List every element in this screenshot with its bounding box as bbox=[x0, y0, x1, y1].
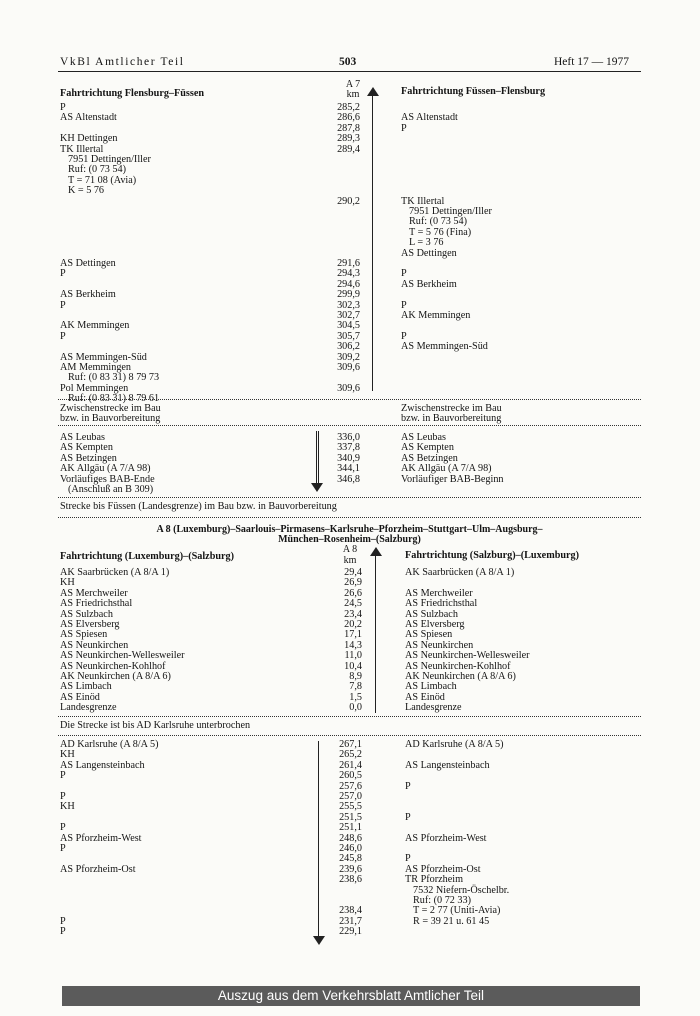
a7-km-value: 302,7 bbox=[337, 310, 360, 321]
a7-right-entry: AS Berkheim bbox=[401, 278, 457, 290]
a7-left-heading: Fahrtrichtung Flensburg–Füssen bbox=[60, 88, 205, 99]
a7-km-value: 304,5 bbox=[337, 320, 360, 332]
a8-right-entry: AS Pforzheim-Ost bbox=[405, 863, 481, 875]
a8-left-entry: AS Limbach bbox=[60, 681, 112, 693]
a7-right-entry: Vorläufiger BAB-Beginn bbox=[401, 473, 504, 485]
a8-km-value: 26,6 bbox=[344, 587, 362, 599]
a8-right-entry: P bbox=[405, 853, 411, 865]
a7-left-entry: T = 71 08 (Avia) bbox=[68, 174, 137, 186]
a7-right-entry: AK Memmingen bbox=[401, 310, 471, 321]
a8-km-value: 260,5 bbox=[339, 770, 362, 782]
a8-km-value: 261,4 bbox=[339, 759, 362, 771]
a7-left-entry: AS Memmingen-Süd bbox=[60, 351, 147, 363]
a7-km-value: 309,6 bbox=[337, 382, 360, 394]
a7-right-heading: Fahrtrichtung Füssen–Flensburg bbox=[401, 86, 546, 97]
a7-gap-right-line: bzw. in Bauvorbereitung bbox=[401, 413, 502, 425]
a7-left-entry: TK Illertal bbox=[60, 143, 104, 155]
a8-right-entry: AS Friedrichsthal bbox=[405, 598, 478, 610]
a8-km-value: 17,1 bbox=[344, 629, 362, 641]
a8-right-entry: AS Langensteinbach bbox=[405, 759, 490, 771]
a7-right-entry: P bbox=[401, 299, 407, 311]
a7-km-unit: km bbox=[346, 89, 360, 100]
a7-right-entry: AS Leubas bbox=[401, 432, 446, 443]
footer-banner: Auszug aus dem Verkehrsblatt Amtlicher Teil bbox=[62, 986, 640, 1006]
a7-left-entry: P bbox=[60, 268, 66, 280]
header-rule bbox=[58, 71, 641, 72]
a7-left-entry: AM Memmingen bbox=[60, 362, 132, 373]
a8-right-entry: AS Einöd bbox=[405, 691, 445, 703]
a7-km-value: 291,6 bbox=[337, 258, 360, 269]
a7-left-entry: AS Leubas bbox=[60, 432, 105, 443]
a8-left-entry: AK Saarbrücken (A 8/A 1) bbox=[60, 567, 170, 578]
a7-left-entry: K = 5 76 bbox=[68, 185, 105, 197]
a7-left-entry: AS Kempten bbox=[60, 442, 113, 454]
a8-km-value: 1,5 bbox=[349, 691, 362, 703]
a7-km-value: 289,3 bbox=[337, 133, 360, 145]
a8-left-entry: AS Friedrichsthal bbox=[60, 598, 133, 610]
a8-left-heading: Fahrtrichtung (Luxemburg)–(Salzburg) bbox=[60, 551, 235, 562]
a8-km-value: 265,2 bbox=[339, 749, 362, 761]
a8-km-value: 20,2 bbox=[344, 619, 362, 630]
a8-km-value: 238,6 bbox=[339, 874, 362, 886]
a8-left-entry: AD Karlsruhe (A 8/A 5) bbox=[60, 739, 159, 750]
a8-route-label: A 8 bbox=[342, 544, 358, 555]
a7-right-entry: AS Dettingen bbox=[401, 247, 457, 259]
a7-lower-line bbox=[318, 431, 319, 485]
a8-left-entry: AS Spiesen bbox=[60, 629, 108, 641]
a7-left-entry: AS Dettingen bbox=[60, 258, 116, 269]
a8-left-entry: AS Neunkirchen bbox=[60, 639, 129, 651]
a8-km-value: 29,4 bbox=[344, 567, 362, 578]
a7-right-entry: TK Illertal bbox=[401, 195, 445, 207]
a7-rule-2 bbox=[58, 425, 641, 426]
a8-km-value: 257,6 bbox=[339, 780, 362, 792]
a8-left-entry: KH bbox=[60, 749, 75, 761]
a7-km-value: 336,0 bbox=[337, 432, 360, 443]
a7-gap-right-line: Zwischenstrecke im Bau bbox=[401, 403, 502, 414]
a8-km-value: 0,0 bbox=[349, 702, 362, 714]
a8-lower-direction-line bbox=[318, 741, 319, 938]
a7-right-entry: AS Altenstadt bbox=[401, 112, 458, 124]
a7-right-entry: AK Allgäu (A 7/A 98) bbox=[401, 463, 492, 475]
a8-left-entry: P bbox=[60, 791, 66, 802]
a7-left-entry: Ruf: (0 83 31) 8 79 61 bbox=[68, 393, 160, 405]
a8-km-value: 239,6 bbox=[339, 863, 362, 875]
a7-km-value: 289,4 bbox=[337, 143, 360, 155]
a7-construction-note: Strecke bis Füssen (Landesgrenze) im Bau bzw. in Bauvorbereitung bbox=[60, 501, 337, 512]
a7-left-entry: KH Dettingen bbox=[60, 133, 118, 145]
a7-left-entry: Vorläufiges BAB-Ende bbox=[60, 473, 155, 485]
a8-right-entry: AS Merchweiler bbox=[405, 587, 473, 599]
a8-right-entry: AS Elversberg bbox=[405, 619, 465, 630]
a8-right-entry: Landesgrenze bbox=[405, 702, 462, 714]
a8-left-entry: P bbox=[60, 915, 66, 927]
a8-left-entry: AS Langensteinbach bbox=[60, 759, 145, 771]
a7-left-entry: AK Allgäu (A 7/A 98) bbox=[60, 463, 151, 475]
a8-km-value: 7,8 bbox=[349, 681, 362, 693]
a7-km-value: 294,3 bbox=[337, 268, 360, 280]
a7-km-value: 340,9 bbox=[337, 452, 360, 464]
a8-left-entry: P bbox=[60, 770, 66, 782]
a8-km-value: 245,8 bbox=[339, 853, 362, 865]
a8-km-value: 8,9 bbox=[349, 671, 362, 682]
a8-km-value: 11,0 bbox=[344, 650, 362, 662]
a8-right-entry: P bbox=[405, 780, 411, 792]
a8-km-value: 238,4 bbox=[339, 905, 362, 917]
a7-right-entry: P bbox=[401, 330, 407, 342]
a8-km-value: 26,9 bbox=[344, 577, 362, 589]
a7-left-entry: Pol Memmingen bbox=[60, 382, 129, 394]
a7-rule-3 bbox=[58, 497, 641, 498]
a8-right-entry: AK Neunkirchen (A 8/A 6) bbox=[405, 671, 516, 682]
a7-right-entry: 7951 Dettingen/Iller bbox=[409, 206, 492, 217]
a8-right-entry: T = 2 77 (Uniti-Avia) bbox=[413, 905, 501, 917]
a7-gap-left-line: Zwischenstrecke im Bau bbox=[60, 403, 161, 414]
a8-km-value: 23,4 bbox=[344, 608, 362, 620]
a8-left-entry: AS Elversberg bbox=[60, 619, 120, 630]
a8-left-entry: AS Einöd bbox=[60, 691, 100, 703]
page-number: 503 bbox=[339, 56, 357, 68]
a7-gap-left-line: bzw. in Bauvorbereitung bbox=[60, 413, 161, 425]
a7-km-value: 346,8 bbox=[337, 473, 360, 485]
a7-km-value: 302,3 bbox=[337, 299, 360, 311]
a8-right-entry: AS Neunkirchen-Kohlhof bbox=[405, 660, 511, 672]
a8-left-entry: AS Neunkirchen-Wellesweiler bbox=[60, 650, 185, 662]
a7-km-value: 305,7 bbox=[337, 330, 360, 342]
a8-km-value: 267,1 bbox=[339, 739, 362, 750]
a7-right-entry: L = 3 76 bbox=[409, 237, 444, 249]
a8-right-entry: AS Neunkirchen bbox=[405, 639, 474, 651]
a7-up-arrow-icon bbox=[367, 87, 379, 96]
a7-direction-line bbox=[372, 95, 373, 391]
a7-left-entry: AK Memmingen bbox=[60, 320, 130, 332]
a7-rule-4 bbox=[58, 517, 641, 518]
a7-km-value: 285,2 bbox=[337, 102, 360, 113]
a7-left-entry: P bbox=[60, 330, 66, 342]
a8-rule-1 bbox=[58, 716, 641, 717]
a7-left-entry: 7951 Dettingen/Iller bbox=[68, 154, 151, 165]
a7-right-entry: P bbox=[401, 268, 407, 280]
a7-left-entry: Ruf: (0 83 31) 8 79 73 bbox=[68, 372, 160, 384]
a8-left-entry: KH bbox=[60, 801, 75, 813]
a8-right-heading: Fahrtrichtung (Salzburg)–(Luxemburg) bbox=[405, 550, 580, 561]
a8-left-entry: P bbox=[60, 822, 66, 834]
a8-right-entry: TR Pforzheim bbox=[405, 874, 464, 886]
a8-left-entry: P bbox=[60, 843, 66, 854]
a8-title-line2: München–Rosenheim–(Salzburg) bbox=[278, 534, 421, 545]
a8-left-entry: P bbox=[60, 926, 66, 938]
a8-km-value: 229,1 bbox=[339, 926, 362, 938]
a8-km-value: 255,5 bbox=[339, 801, 362, 813]
a8-up-arrow-icon bbox=[370, 547, 382, 556]
a8-right-entry: AS Limbach bbox=[405, 681, 457, 693]
a8-right-entry: 7532 Niefern-Öschelbr. bbox=[413, 884, 510, 896]
a7-left-entry: AS Betzingen bbox=[60, 452, 117, 464]
a8-km-value: 10,4 bbox=[344, 660, 362, 672]
a7-right-entry: AS Memmingen-Süd bbox=[401, 341, 488, 353]
a7-right-entry: AS Kempten bbox=[401, 442, 454, 454]
a7-km-value: 290,2 bbox=[337, 195, 360, 207]
a7-left-entry: AS Altenstadt bbox=[60, 112, 117, 124]
a7-left-entry: P bbox=[60, 299, 66, 311]
a8-left-entry: KH bbox=[60, 577, 75, 589]
a7-rule-1 bbox=[58, 399, 641, 400]
a8-right-entry: AK Saarbrücken (A 8/A 1) bbox=[405, 567, 515, 578]
a8-rule-2 bbox=[58, 735, 641, 736]
a8-right-entry: Ruf: (0 72 33) bbox=[413, 895, 472, 906]
a7-km-value: 286,6 bbox=[337, 112, 360, 124]
a8-left-entry: Landesgrenze bbox=[60, 702, 117, 714]
a8-title-line1: A 8 (Luxemburg)–Saarlouis–Pirmasens–Karlsruhe–Pforzheim–Stuttgart–Ulm–Augsburg– bbox=[156, 524, 543, 535]
a8-right-entry: R = 39 21 u. 61 45 bbox=[413, 915, 490, 927]
a8-left-entry: AS Merchweiler bbox=[60, 587, 128, 599]
a7-km-value: 294,6 bbox=[337, 278, 360, 290]
a7-lower-direction-line bbox=[316, 431, 317, 485]
header-right: Heft 17 — 1977 bbox=[554, 56, 630, 68]
a8-km-value: 246,0 bbox=[339, 843, 362, 854]
a7-km-value: 337,8 bbox=[337, 442, 360, 454]
a8-km-value: 257,0 bbox=[339, 791, 362, 802]
a8-right-entry: AD Karlsruhe (A 8/A 5) bbox=[405, 739, 504, 750]
a8-direction-line bbox=[375, 555, 376, 713]
a8-left-entry: AK Neunkirchen (A 8/A 6) bbox=[60, 671, 171, 682]
a7-route-label: A 7 bbox=[345, 79, 361, 90]
a7-km-value: 309,6 bbox=[337, 362, 360, 373]
a7-km-value: 287,8 bbox=[337, 122, 360, 134]
a8-km-unit: km bbox=[343, 555, 357, 566]
a7-left-entry: Ruf: (0 73 54) bbox=[68, 164, 127, 176]
a8-right-entry: AS Neunkirchen-Wellesweiler bbox=[405, 650, 530, 662]
a8-km-value: 14,3 bbox=[344, 639, 362, 651]
a8-break-note: Die Strecke ist bis AD Karlsruhe unterbrochen bbox=[60, 720, 251, 731]
a8-right-entry: AS Sulzbach bbox=[405, 608, 458, 620]
a7-right-entry: P bbox=[401, 122, 407, 134]
a8-left-entry: AS Neunkirchen-Kohlhof bbox=[60, 660, 166, 672]
a8-right-entry: AS Spiesen bbox=[405, 629, 453, 641]
a7-km-value: 306,2 bbox=[337, 341, 360, 353]
header-left: VkBl Amtlicher Teil bbox=[60, 56, 185, 68]
a8-km-value: 251,5 bbox=[339, 811, 362, 823]
a7-left-entry: (Anschluß an B 309) bbox=[68, 484, 154, 495]
a7-left-entry: P bbox=[60, 102, 66, 113]
a7-km-value: 299,9 bbox=[337, 289, 360, 301]
a8-km-value: 231,7 bbox=[339, 915, 362, 927]
a8-km-value: 248,6 bbox=[339, 832, 362, 844]
a7-km-value: 309,2 bbox=[337, 351, 360, 363]
a7-right-entry: Ruf: (0 73 54) bbox=[409, 216, 468, 228]
a8-right-entry: AS Pforzheim-West bbox=[405, 832, 487, 844]
a8-left-entry: AS Pforzheim-Ost bbox=[60, 863, 136, 875]
a7-km-value: 344,1 bbox=[337, 463, 360, 475]
a8-right-entry: P bbox=[405, 811, 411, 823]
a8-km-value: 24,5 bbox=[344, 598, 362, 610]
a8-km-value: 251,1 bbox=[339, 822, 362, 834]
a7-left-entry: AS Berkheim bbox=[60, 289, 116, 301]
a8-left-entry: AS Sulzbach bbox=[60, 608, 113, 620]
a7-right-entry: T = 5 76 (Fina) bbox=[409, 226, 472, 238]
a8-left-entry: AS Pforzheim-West bbox=[60, 832, 142, 844]
a7-right-entry: AS Betzingen bbox=[401, 452, 458, 464]
